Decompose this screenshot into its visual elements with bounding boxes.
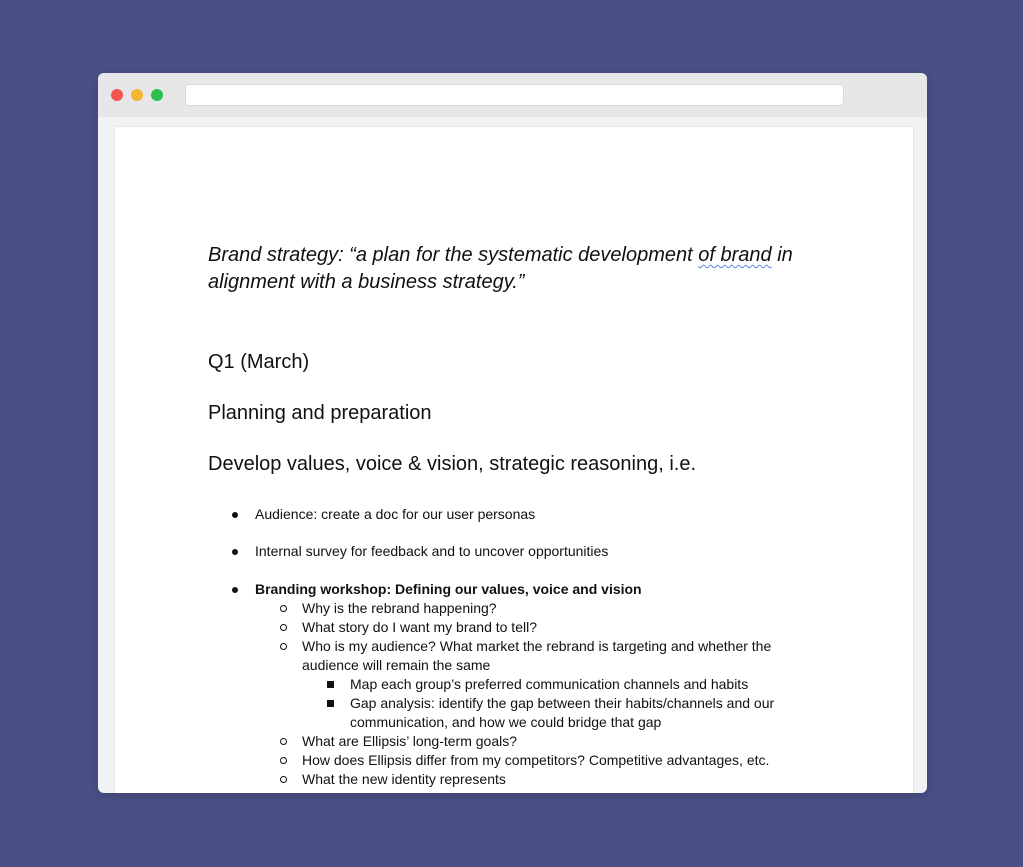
list-item-survey xyxy=(232,542,815,561)
document-page[interactable] xyxy=(115,127,913,793)
quote-text-end: in alignment with a business strategy.” xyxy=(208,244,793,293)
list-item-workshop xyxy=(232,580,815,599)
list-item-text: Audience: create a doc for our user personas xyxy=(255,506,536,522)
browser-window xyxy=(98,73,927,793)
sub-item-text: Who is my audience? What market the rebrand is targeting and whether the audience will remain the same xyxy=(302,638,772,673)
list-item-text: Branding workshop: Defining our values, voice and vision xyxy=(255,581,642,597)
bullet-circle-icon xyxy=(280,643,287,650)
sub-sub-item-gap xyxy=(327,694,795,732)
sub-item-text: What are Ellipsis’ long-term goals? xyxy=(302,733,518,749)
sub-item-identity xyxy=(280,770,802,789)
title-bar xyxy=(98,73,927,117)
sub-item-text: Why is the rebrand happening? xyxy=(302,600,497,616)
bullet-disc-icon xyxy=(232,549,238,555)
sub-sub-item-text: Gap analysis: identify the gap between their habits/channels and our communication, and how we could bridge that gap xyxy=(350,695,775,730)
heading-q1: Q1 (March) xyxy=(208,351,310,373)
bullet-disc-icon xyxy=(232,512,238,518)
sub-item-text: What story do I want my brand to tell? xyxy=(302,619,537,635)
heading-develop: Develop values, voice & vision, strategic reasoning, i.e. xyxy=(208,453,697,475)
sub-item-goals xyxy=(280,732,802,751)
sub-item-text: How does Ellipsis differ from my competitors? Competitive advantages, etc. xyxy=(302,752,770,768)
list-item-text: Internal survey for feedback and to uncover opportunities xyxy=(255,543,609,559)
quote-text-start: Brand strategy: “a plan for the systematic development xyxy=(208,244,699,266)
heading-planning: Planning and preparation xyxy=(208,402,432,424)
bullet-square-icon xyxy=(327,681,334,688)
sub-sub-item-map xyxy=(327,675,800,694)
sub-item-differ xyxy=(280,751,822,770)
zoom-window-button[interactable] xyxy=(151,89,163,101)
brand-strategy-quote xyxy=(208,242,848,296)
sub-sub-item-text: Map each group’s preferred communication channels and habits xyxy=(350,676,749,692)
bullet-circle-icon xyxy=(280,738,287,745)
spellcheck-flagged-text[interactable]: of brand xyxy=(698,244,772,266)
bullet-circle-icon xyxy=(280,624,287,631)
bullet-disc-icon xyxy=(232,587,238,593)
sub-item-who xyxy=(280,637,792,675)
close-window-button[interactable] xyxy=(111,89,123,101)
bullet-circle-icon xyxy=(280,605,287,612)
sub-item-why xyxy=(280,599,802,618)
sub-item-text: What the new identity represents xyxy=(302,771,506,787)
bullet-square-icon xyxy=(327,700,334,707)
minimize-window-button[interactable] xyxy=(131,89,143,101)
list-item-audience xyxy=(232,505,815,524)
sub-item-story xyxy=(280,618,802,637)
address-bar[interactable] xyxy=(185,84,844,106)
bullet-circle-icon xyxy=(280,776,287,783)
bullet-circle-icon xyxy=(280,757,287,764)
